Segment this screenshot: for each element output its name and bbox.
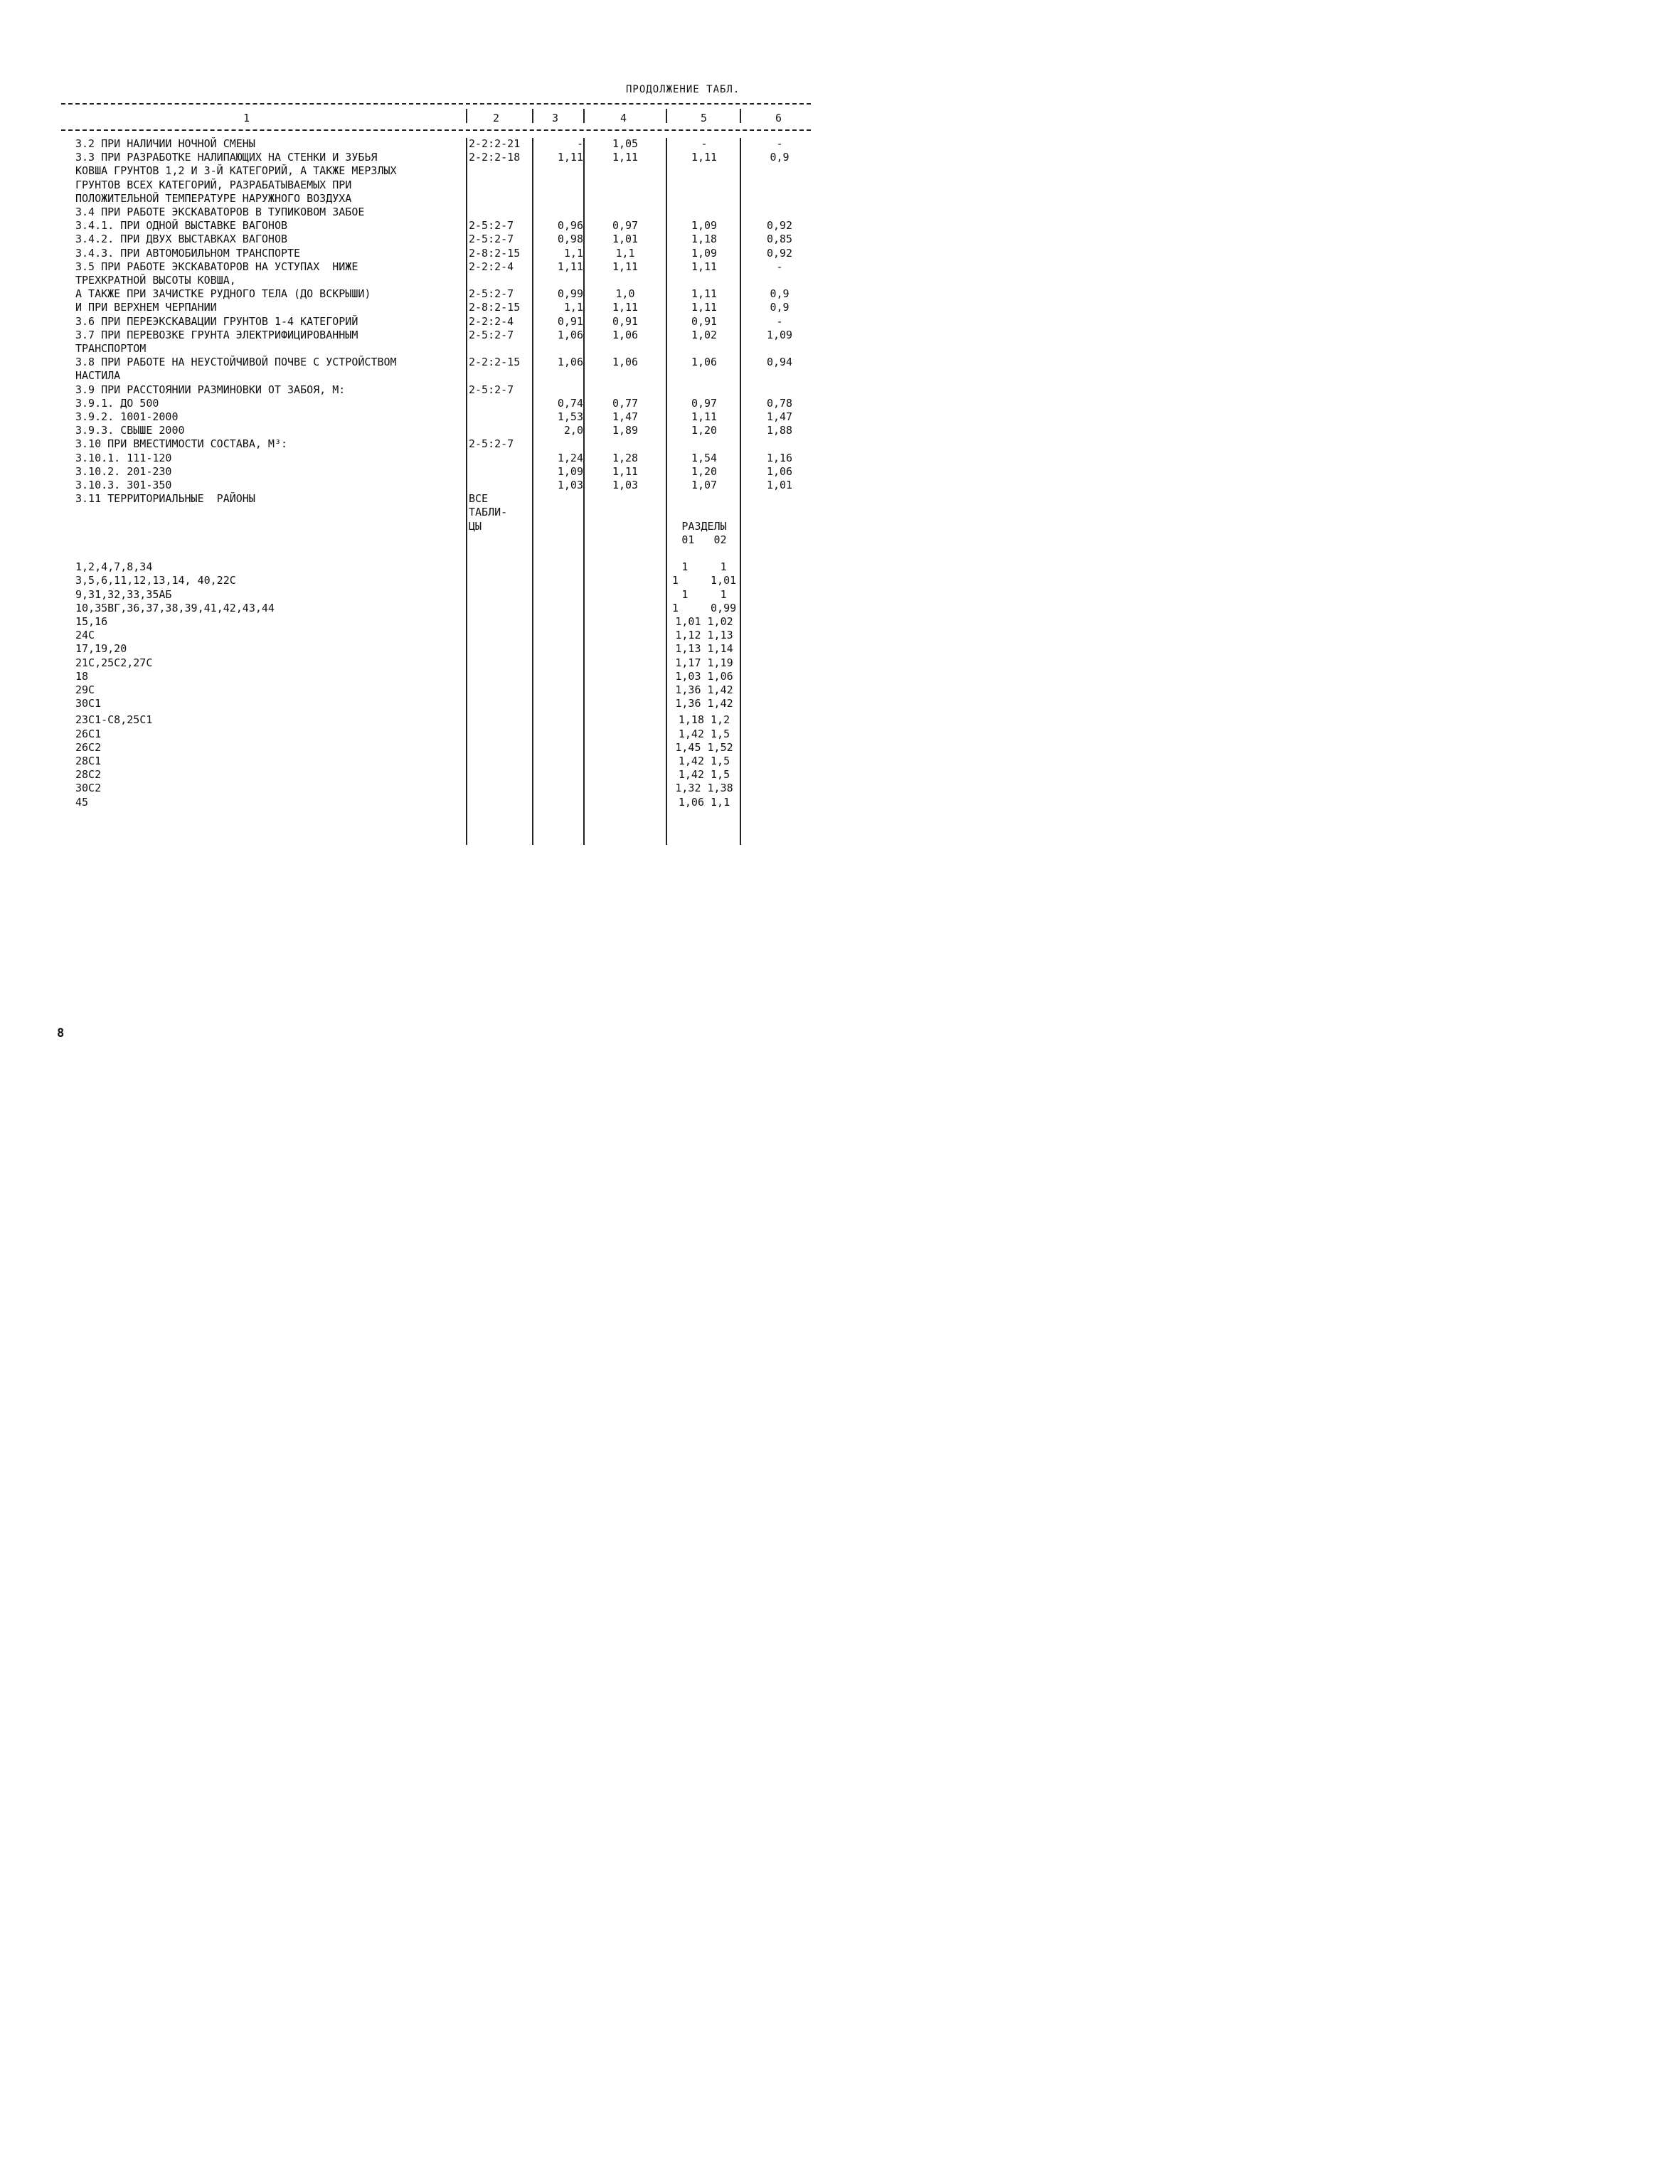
table-cell-c6: - [776,260,783,273]
table-cell-c6: 1,09 [766,328,793,341]
table-cell-c4: 1,11 [612,301,639,314]
table-cell-c1: 3.9.2. 1001-2000 [75,410,179,423]
table-cell-c6: 1,01 [766,479,793,491]
table-cell-c6: 0,9 [770,287,790,301]
table-cell-c1: 3.4.2. ПРИ ДВУХ ВЫСТАВКАХ ВАГОНОВ [75,233,288,246]
table-cell-c3: 1,11 [557,260,583,273]
column-separator [583,138,585,845]
table-cell-c4: 1,06 [612,356,639,369]
table-cell-c5: 1,45 1,52 [675,740,733,754]
table-cell-c6: 0,85 [766,233,793,246]
table-cell-c6: 1,88 [766,424,793,437]
table-cell-c4: 1,11 [612,464,639,478]
continuation-label: ПРОДОЛЖЕНИЕ ТАБЛ. [626,84,740,95]
table-cell-c5: 0,97 [691,396,718,410]
table-cell-c5: 1,06 [691,356,718,369]
table-cell-c2: 2-5:2-7 [469,287,514,301]
table-cell-c3: 0,96 [557,219,583,233]
table-cell-c5: 1,06 1,1 [678,795,730,809]
table-cell-c5: 0,91 [691,314,718,328]
table-cell-c1: 3.8 ПРИ РАБОТЕ НА НЕУСТОЙЧИВОЙ ПОЧВЕ С УСТРОЙСТВОМ [75,356,397,369]
header-separator [532,109,533,123]
table-cell-c5: 1,36 1,42 [675,697,733,710]
table-cell-c3: 0,91 [557,314,583,328]
table-cell-c5: 1,12 1,13 [675,629,733,642]
table-cell-c4: 1,47 [612,410,639,423]
table-cell-c4: 1,1 [615,246,635,260]
table-cell-c1: ТРЕХКРАТНОЙ ВЫСОТЫ КОВША, [75,274,236,287]
table-cell-c4: 1,06 [612,328,639,341]
table-cell-c5: 1,32 1,38 [675,782,733,795]
table-cell-c5: 1,02 [691,328,718,341]
table-cell-c5: 1,03 1,06 [675,669,733,683]
table-cell-c1: 24С [75,629,95,642]
table-cell-c2: 2-5:2-7 [469,219,514,233]
header-separator [583,109,585,123]
table-cell-c5: 1,01 1,02 [675,615,733,628]
table-cell-c4: 1,05 [612,137,639,150]
table-cell-c2: 2-5:2-7 [469,383,514,396]
header-separator [666,109,667,123]
table-cell-c5: 1,09 [691,246,718,260]
table-cell-c1: 21С,25С2,27С [75,656,153,669]
table-cell-c2: 2-2:2-4 [469,260,514,273]
table-cell-c1: 3.11 ТЕРРИТОРИАЛЬНЫЕ РАЙОНЫ [75,492,255,506]
table-cell-c5: 1,42 1,5 [678,768,730,782]
table-cell-c5: 1,07 [691,479,718,491]
table-cell-c1: 9,31,32,33,35АБ [75,587,172,601]
table-cell-c6: 0,78 [766,396,793,410]
table-cell-c5: 1 1,01 [671,574,737,587]
column-separator [666,138,667,845]
table-cell-c1: 26С1 [75,727,102,740]
table-cell-c2: ТАБЛИ- [469,506,508,519]
header-col-5: 5 [701,112,708,124]
table-cell-c5: 1,11 [691,151,718,164]
table-cell-c2: ВСЕ [469,492,489,506]
table-cell-c1: 10,35ВГ,36,37,38,39,41,42,43,44 [75,601,275,614]
table-cell-c5: 1,42 1,5 [678,755,730,767]
table-cell-c1: 30С2 [75,782,102,795]
table-cell-c1: ГРУНТОВ ВСЕХ КАТЕГОРИЙ, РАЗРАБАТЫВАЕМЫХ ПРИ [75,178,352,191]
table-cell-c2: ЦЫ [469,519,482,533]
table-cell-c4: 1,01 [612,233,639,246]
table-cell-c1: 3.3 ПРИ РАЗРАБОТКЕ НАЛИПАЮЩИХ НА СТЕНКИ И ЗУБЬЯ [75,151,378,164]
table-cell-c4: 1,89 [612,424,639,437]
table-cell-c4: 1,0 [615,287,635,301]
table-cell-c1: 17,19,20 [75,642,127,656]
table-cell-c6: 0,9 [770,151,790,164]
table-cell-c5: 1,18 [691,233,718,246]
header-separator [466,109,467,123]
table-cell-c5: 1,20 [691,424,718,437]
table-cell-c3: 1,53 [557,410,583,423]
table-cell-c1: 3.10.1. 111-120 [75,451,172,464]
table-cell-c5: 01 02 [681,533,727,546]
table-cell-c2: 2-2:2-18 [469,151,521,164]
table-cell-c6: 1,16 [766,451,793,464]
table-cell-c1: НАСТИЛА [75,369,121,383]
table-cell-c6: 0,9 [770,301,790,314]
table-cell-c3: 1,03 [557,479,583,491]
table-cell-c1: 3.9 ПРИ РАССТОЯНИИ РАЗМИНОВКИ ОТ ЗАБОЯ, М: [75,383,346,396]
table-cell-c5: 1,54 [691,451,718,464]
table-cell-c3: 1,09 [557,464,583,478]
table-cell-c5: 1,11 [691,260,718,273]
table-cell-c5: 1,42 1,5 [678,727,730,740]
table-cell-c5: 1 1 [681,587,727,601]
table-cell-c1: 3.6 ПРИ ПЕРЕЭКСКАВАЦИИ ГРУНТОВ 1-4 КАТЕГОРИЙ [75,314,358,328]
table-cell-c6: 0,92 [766,219,793,233]
table-cell-c3: 1,1 [563,301,583,314]
table-cell-c2: 2-8:2-15 [469,301,521,314]
table-cell-c4: 1,11 [612,151,639,164]
table-cell-c1: 28С2 [75,768,102,782]
table-cell-c5: 1 0,99 [671,601,737,614]
table-cell-c3: 0,74 [557,396,583,410]
table-cell-c1: А ТАКЖЕ ПРИ ЗАЧИСТКЕ РУДНОГО ТЕЛА (ДО ВСКРЫШИ) [75,287,371,301]
table-cell-c1: 1,2,4,7,8,34 [75,560,153,574]
table-cell-c5: 1,13 1,14 [675,642,733,656]
table-cell-c3: 1,06 [557,328,583,341]
page-number: 8 [57,1026,65,1040]
table-cell-c6: 1,47 [766,410,793,423]
table-cell-c1: 30С1 [75,697,102,710]
table-cell-c6: 1,06 [766,464,793,478]
table-cell-c1: 3.9.1. ДО 500 [75,396,159,410]
table-cell-c1: 3.10.2. 201-230 [75,464,172,478]
table-cell-c3: 0,98 [557,233,583,246]
table-cell-c1: ТРАНСПОРТОМ [75,342,147,355]
table-cell-c5: РАЗДЕЛЫ [681,519,727,533]
table-cell-c3: 1,1 [563,246,583,260]
table-cell-c1: 3.9.3. СВЫШЕ 2000 [75,424,185,437]
table-cell-c6: 0,92 [766,246,793,260]
table-cell-c1: 3.10.3. 301-350 [75,479,172,491]
header-col-4: 4 [620,112,627,124]
table-cell-c3: - [576,137,583,150]
table-cell-c1: 3.7 ПРИ ПЕРЕВОЗКЕ ГРУНТА ЭЛЕКТРИФИЦИРОВАННЫМ [75,328,358,341]
header-col-3: 3 [552,112,559,124]
table-cell-c3: 1,06 [557,356,583,369]
table-cell-c5: 1,09 [691,219,718,233]
table-cell-c1: 15,16 [75,615,108,628]
table-cell-c2: 2-8:2-15 [469,246,521,260]
table-cell-c1: И ПРИ ВЕРХНЕМ ЧЕРПАНИИ [75,301,217,314]
table-cell-c1: 18 [75,669,89,683]
header-separator [740,109,741,123]
table-cell-c5: 1,11 [691,301,718,314]
table-cell-c5: - [701,137,708,150]
table-cell-c6: 0,94 [766,356,793,369]
table-cell-c2: 2-2:2-15 [469,356,521,369]
table-cell-c5: 1 1 [681,560,727,574]
table-cell-c4: 0,77 [612,396,639,410]
table-cell-c1: 28С1 [75,755,102,767]
column-separator [466,138,467,845]
table-cell-c5: 1,11 [691,410,718,423]
table-cell-c2: 2-5:2-7 [469,328,514,341]
table-cell-c1: 26С2 [75,740,102,754]
table-cell-c1: 3.5 ПРИ РАБОТЕ ЭКСКАВАТОРОВ НА УСТУПАХ НИЖЕ [75,260,358,273]
table-cell-c3: 2,0 [563,424,583,437]
table-cell-c5: 1,18 1,2 [678,713,730,727]
table-cell-c1: 3.4 ПРИ РАБОТЕ ЭКСКАВАТОРОВ В ТУПИКОВОМ ЗАБОЕ [75,206,365,218]
header-col-2: 2 [493,112,500,124]
header-bottom-rule [61,129,811,131]
table-cell-c3: 1,24 [557,451,583,464]
table-cell-c1: 3.2 ПРИ НАЛИЧИИ НОЧНОЙ СМЕНЫ [75,137,255,150]
table-cell-c5: 1,20 [691,464,718,478]
table-cell-c1: 3.4.1. ПРИ ОДНОЙ ВЫСТАВКЕ ВАГОНОВ [75,219,288,233]
table-cell-c2: 2-2:2-21 [469,137,521,150]
table-cell-c6: - [776,137,783,150]
table-cell-c4: 1,03 [612,479,639,491]
table-cell-c1: 3,5,6,11,12,13,14, 40,22С [75,574,236,587]
table-cell-c4: 1,11 [612,260,639,273]
table-cell-c6: - [776,314,783,328]
table-cell-c2: 2-2:2-4 [469,314,514,328]
table-cell-c1: ПОЛОЖИТЕЛЬНОЙ ТЕМПЕРАТУРЕ НАРУЖНОГО ВОЗДУХА [75,191,352,205]
table-cell-c1: 23С1-С8,25С1 [75,713,153,727]
table-cell-c1: 29С [75,683,95,696]
header-col-6: 6 [775,112,782,124]
header-col-1: 1 [243,112,250,124]
table-cell-c4: 0,97 [612,219,639,233]
column-separator [532,138,533,845]
table-cell-c2: 2-5:2-7 [469,437,514,451]
table-cell-c4: 0,91 [612,314,639,328]
table-cell-c1: 3.4.3. ПРИ АВТОМОБИЛЬНОМ ТРАНСПОРТЕ [75,246,301,260]
table-cell-c1: КОВША ГРУНТОВ 1,2 И 3-Й КАТЕГОРИЙ, А ТАКЖЕ МЕРЗЛЫХ [75,164,397,178]
table-cell-c4: 1,28 [612,451,639,464]
table-cell-c1: 3.10 ПРИ ВМЕСТИМОСТИ СОСТАВА, М³: [75,437,288,451]
table-cell-c5: 1,36 1,42 [675,683,733,696]
table-cell-c5: 1,11 [691,287,718,301]
table-cell-c2: 2-5:2-7 [469,233,514,246]
table-cell-c1: 45 [75,795,89,809]
table-cell-c5: 1,17 1,19 [675,656,733,669]
table-top-rule [61,103,811,105]
table-cell-c3: 1,11 [557,151,583,164]
table-cell-c3: 0,99 [557,287,583,301]
column-separator [740,138,741,845]
